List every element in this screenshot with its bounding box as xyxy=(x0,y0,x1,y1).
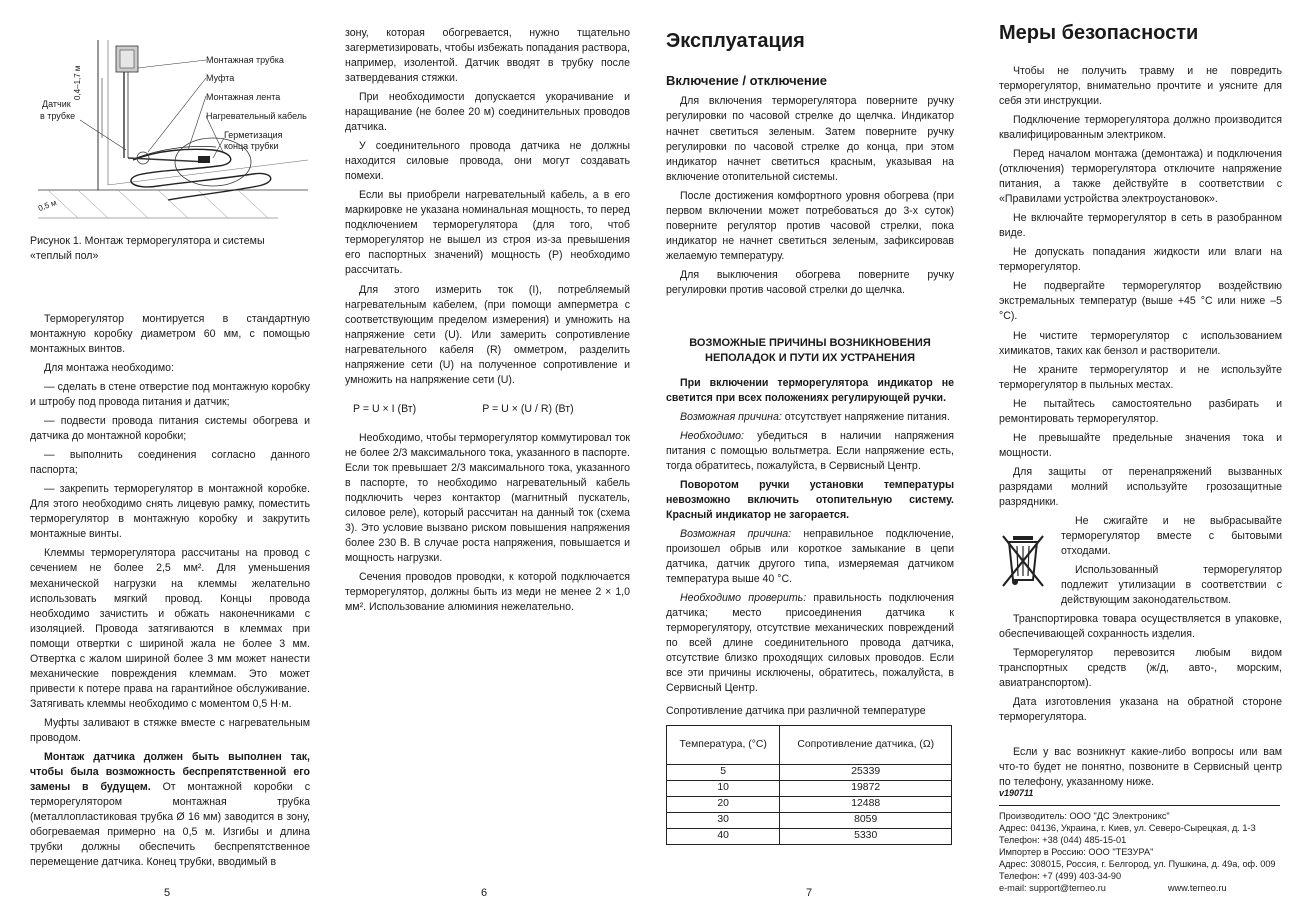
page-8 xyxy=(975,0,1300,920)
paragraph: У соединительного провода датчика не должны находится силовые провода, они могут создавать помехи. xyxy=(345,140,630,183)
page-7-text xyxy=(666,30,954,845)
footer-line: Производитель: ООО "ДС Электроникс" xyxy=(999,811,1170,821)
paragraph: Не превышайте предельные значения тока и мощности. xyxy=(999,431,1282,459)
list-item: — выполнить соединения согласно данного паспорта; xyxy=(30,449,310,477)
text: правильность подключения датчика; место присоединения датчика к терморегулятору, отсутствие механических повреждений по всей длине соединительного провода датчика, отсутствие близко проходящих силовых проводов. Если все эти причины исключены, обратитесь, пожалуйста, в Сервисный Центр. xyxy=(666,591,954,695)
bold-text: При включении терморегулятора индикатор не светится при всех положениях регулирующей ручки. xyxy=(666,376,954,404)
paragraph: Для защиты от перенапряжений вызванных разрядами молний используйте грозозащитные разрядники. xyxy=(999,465,1282,508)
version: v190711 xyxy=(999,788,1034,798)
table-row xyxy=(667,765,952,781)
problem-1-solution xyxy=(666,429,954,474)
paragraph: Транспортировка товара осуществляется в упаковке, обеспечивающей сохранность изделия. xyxy=(999,613,1282,641)
bold-text: Поворотом ручки установки температуры невозможно включить отопительную систему. Красный индикатор не загорается. xyxy=(666,478,954,521)
paragraph: Для монтажа необходимо: xyxy=(44,362,175,375)
figure-caption xyxy=(30,234,310,264)
table-row xyxy=(667,797,952,813)
page-5 xyxy=(0,0,325,920)
footer-line: Телефон: +7 (499) 403-34-90 xyxy=(999,870,1122,881)
website-link[interactable]: www.terneo.ru xyxy=(1167,882,1227,893)
footer-line: Адрес: 308015, Россия, г. Белгород, ул. Пушкина, д. 49а, оф. 009 xyxy=(999,858,1276,869)
table-cell: 12488 xyxy=(780,797,952,813)
table-cell: 10 xyxy=(667,781,780,797)
paragraph xyxy=(30,750,310,870)
problem-1 xyxy=(666,376,954,406)
paragraph: Не чистите терморегулятор с использованием химикатов, таких как бензол и растворители. xyxy=(999,329,1282,357)
troubleshooting-title-1: ВОЗМОЖНЫЕ ПРИЧИНЫ ВОЗНИКНОВЕНИЯ xyxy=(689,336,931,349)
label-sensor-2: в трубке xyxy=(40,111,76,121)
footer-line: Адрес: 04136, Украина, г. Киев, ул. Северо-Сырецкая, д. 1-3 xyxy=(999,822,1256,833)
problem-2-check xyxy=(666,591,954,696)
weee-block xyxy=(999,514,1282,612)
troubleshooting-title-2: НЕПОЛАДОК И ПУТИ ИХ УСТРАНЕНИЯ xyxy=(705,351,915,364)
paragraph: Если вы приобрели нагревательный кабель, а в его маркировке не указана номинальная мощность, то перед подключением терморегулятора (для того, чтоб терморегулятор не вышел из строя из-за превышения его паспортных значений) мощность (P) необходимо рассчитать. xyxy=(345,189,630,277)
footer-divider xyxy=(999,805,1280,806)
table-cell: 19872 xyxy=(780,781,952,797)
formula-resistance: P = U × (U / R) (Вт) xyxy=(482,402,574,415)
page-6-text xyxy=(345,26,630,619)
table-cell: 5330 xyxy=(780,829,952,845)
paragraph: Не включайте терморегулятор в сеть в разобранном виде. xyxy=(999,212,1282,240)
paragraph: Подключение терморегулятора должно производится квалифицированным электриком. xyxy=(999,114,1282,142)
footer-line: Телефон: +38 (044) 485-15-01 xyxy=(999,834,1127,845)
section-title: Меры безопасности xyxy=(999,22,1199,44)
email-link[interactable]: e-mail: support@terneo.ru xyxy=(999,882,1106,893)
figure-caption-line-2: «теплый пол» xyxy=(30,249,99,262)
page-7 xyxy=(650,0,975,920)
sensor-resistance-table xyxy=(666,725,952,845)
formula-current: P = U × I (Вт) xyxy=(353,402,417,415)
list-item: — закрепить терморегулятор в монтажной коробке. Для этого необходимо снять лицевую рамку, поместить терморегулятор в монтажную коробку и закрутить монтажные винты. xyxy=(30,483,310,541)
table-cell: 20 xyxy=(667,797,780,813)
page-number: 6 xyxy=(481,887,488,899)
table-cell: 40 xyxy=(667,829,780,845)
label-seal-2: конца трубки xyxy=(224,141,279,151)
paragraph: Для этого измерить ток (I), потребляемый нагревательным кабелем, (при помощи амперметра с соответствующим пределом измерения) и умножить на напряжение сети (U). Или замерить сопротивление нагревательного кабеля (R) омметром, разделить напряжение сети (U) на полученное сопротивление и умножить на напряжение сети (U). xyxy=(345,283,630,386)
table-cell: 25339 xyxy=(780,765,952,781)
installation-figure xyxy=(38,40,318,225)
page-number: 5 xyxy=(164,887,171,899)
label-sensor-1: Датчик xyxy=(42,99,71,109)
crossed-bin-icon xyxy=(999,514,1053,612)
text: неправильное подключение, произошел обрыв или короткое замыкание в цепи датчика, датчик другого типа, измеряемая датчиком температура выше 40 °С. xyxy=(666,527,954,585)
paragraph: Клеммы терморегулятора рассчитаны на провод с сечением не более 2,5 мм². Для уменьшения механической нагрузки на клеммы желательно использовать мягкий провод. Концы провода необходимо зачистить и обжать наконечниками с изоляцией. Провода затягиваются в клеммах при помощи отвертки с шириной жала не более 3 мм. Отвертка с жалом шириной более 3 мм может нанести механические повреждения клеммам. Это может привести к потере права на гарантийное обслуживание. Затягивать клеммы необходимо с моментом 0,5 Н·м. xyxy=(30,547,310,710)
table-row xyxy=(667,813,952,829)
paragraph: Для выключения обогрева поверните ручку регулировки против часовой стрелки до щелчка. xyxy=(666,268,954,296)
paragraph: Перед началом монтажа (демонтажа) и подключения (отключения) терморегулятора отключите напряжение питания, а также действуйте в соответствии с «Правилами устройства электроустановок». xyxy=(999,148,1282,206)
paragraph: Не пытайтесь самостоятельно разбирать и ремонтировать терморегулятор. xyxy=(999,397,1282,425)
manufacturer-info xyxy=(999,811,1280,895)
page-number: 7 xyxy=(806,887,813,899)
table-cell: 8059 xyxy=(780,813,952,829)
section-title: Эксплуатация xyxy=(666,30,805,52)
table-header-resistance: Сопротивление датчика, (Ω) xyxy=(780,726,952,765)
table-row xyxy=(667,829,952,845)
page-5-text xyxy=(30,312,310,874)
table-cell: 5 xyxy=(667,765,780,781)
problem-2 xyxy=(666,478,954,523)
table-cell: 30 xyxy=(667,813,780,829)
italic-label: Необходимо проверить: xyxy=(680,591,807,604)
label-tape: Монтажная лента xyxy=(206,92,281,102)
paragraph: зону, которая обогревается, нужно тщательно загерметизировать, чтобы избежать попадания раствора, например, изолентой. Датчик вводят в трубку после затвердевания стяжки. xyxy=(345,27,630,85)
text: отсутствует напряжение питания. xyxy=(781,410,950,423)
paragraph: Муфты заливают в стяжке вместе с нагревательным проводом. xyxy=(30,716,310,744)
list-item: — сделать в стене отверстие под монтажную коробку и штробу под провода питания и датчик; xyxy=(30,381,310,409)
subsection-title: Включение / отключение xyxy=(666,73,827,88)
paragraph: Не храните терморегулятор и не используйте терморегулятор в пыльных местах. xyxy=(999,363,1282,391)
paragraph: Не подвергайте терморегулятор воздействию экстремальных температур (выше +45 °С или ниже –5 °С). xyxy=(999,280,1282,323)
label-height: 0,4–1,7 м xyxy=(73,65,82,100)
paragraph: Дата изготовления указана на обратной стороне терморегулятора. xyxy=(999,696,1282,724)
paragraph: Терморегулятор перевозится любым видом транспортных средств (ж/д, авто-, морским, авиатранспортом). xyxy=(999,647,1282,690)
italic-label: Возможная причина: xyxy=(680,410,782,423)
paragraph: Если у вас возникнут какие-либо вопросы или вам что-то будет не понятно, позвоните в Сервисный центр по телефону, указанному ниже. xyxy=(999,746,1282,789)
paragraph: Терморегулятор монтируется в стандартную монтажную коробку диаметром 60 мм, с помощью монтажных винтов. xyxy=(30,313,310,356)
table-header-temperature: Температура, (°С) xyxy=(667,726,780,765)
paragraph: Чтобы не получить травму и не повредить терморегулятор, внимательно прочтите и уясните для себя эти инструкции. xyxy=(999,65,1282,108)
text: убедиться в наличии напряжения питания с помощью вольтметра. Если напряжение есть, тогда обратитесь, пожалуйста, в Сервисный Центр. xyxy=(666,429,954,472)
power-formulas xyxy=(353,402,630,417)
list-item: — подвести провода питания системы обогрева и датчика до монтажной коробки; xyxy=(30,415,310,443)
paragraph: После достижения комфортного уровня обогрева (при первом включении может потребоваться до 3-х суток) поверните регулятор против часовой стрелки, пока индикатор не начнет светиться зеленым, зафиксировав желаемую температуру. xyxy=(666,189,954,262)
page-6 xyxy=(325,0,650,920)
paragraph: Необходимо, чтобы терморегулятор коммутировал ток не более 2/3 максимального тока, указанного в паспорте. Если ток превышает 2/3 максимального тока, указанного в паспорте, то необходимо нагревательный кабель подключить через контактор (магнитный пускатель, силовое реле), который рассчитан на данный ток (схема 3). Это условие вызвано риском повышения напряжения более 230 В. В случае роста напряжения, повышается и мощность нагрузки. xyxy=(345,431,630,564)
label-tube: Монтажная трубка xyxy=(206,55,284,65)
label-cable: Нагревательный кабель xyxy=(206,111,307,121)
table-title: Сопротивление датчика при различной температуре xyxy=(666,705,926,718)
label-depth: 0,5 м xyxy=(36,198,58,213)
problem-1-cause xyxy=(666,410,954,425)
paragraph: При необходимости допускается укорачивание и наращивание (не более 20 м) соединительных проводов датчика. xyxy=(345,91,630,134)
paragraph: Не допускать попадания жидкости или влаги на терморегулятор. xyxy=(999,246,1282,274)
label-coupling: Муфта xyxy=(206,73,235,83)
italic-label: Необходимо: xyxy=(680,429,744,442)
page-8-text xyxy=(999,22,1282,794)
figure-caption-line-1: Рисунок 1. Монтаж терморегулятора и системы xyxy=(30,235,265,247)
paragraph: Использованный терморегулятор подлежит утилизации в соответствии с действующим законодательством. xyxy=(1061,563,1282,606)
table-header-row xyxy=(667,726,952,765)
problem-2-cause xyxy=(666,527,954,587)
footer-line: Импортер в Россию: ООО "ТЕЗУРА" xyxy=(999,846,1154,857)
paragraph: Не сжигайте и не выбрасывайте терморегулятор вместе с бытовыми отходами. xyxy=(1061,514,1282,557)
text: От монтажной коробки с терморегулятором монтажная трубка (металлопластиковая трубка Ø 16 мм) заводится в зону, обогреваемая примерно на 0,5 м. Изгибы и длина трубки должны обеспечить беспрепятственное перемещение датчика. Конец трубки, вводимый в xyxy=(30,780,311,869)
paragraph: Сечения проводов проводки, к которой подключается терморегулятор, должны быть из меди не менее 2 × 1,0 мм². Использование алюминия нежелательно. xyxy=(345,571,630,614)
italic-label: Возможная причина: xyxy=(680,527,792,540)
paragraph: Для включения терморегулятора поверните ручку регулировки по часовой стрелке до щелчка. Индикатор начнет светиться зеленым. Затем поверните ручку регулировки по часовой стрелке до конца, при этом индикатор начнет светиться красным, указывая на включение отопительной системы. xyxy=(666,95,954,183)
bold-text: Монтаж датчика должен быть выполнен так, чтобы была возможность беспрепятственной его замены в будущем. xyxy=(30,750,310,793)
table-row xyxy=(667,781,952,797)
label-seal-1: Герметизация xyxy=(224,130,283,140)
